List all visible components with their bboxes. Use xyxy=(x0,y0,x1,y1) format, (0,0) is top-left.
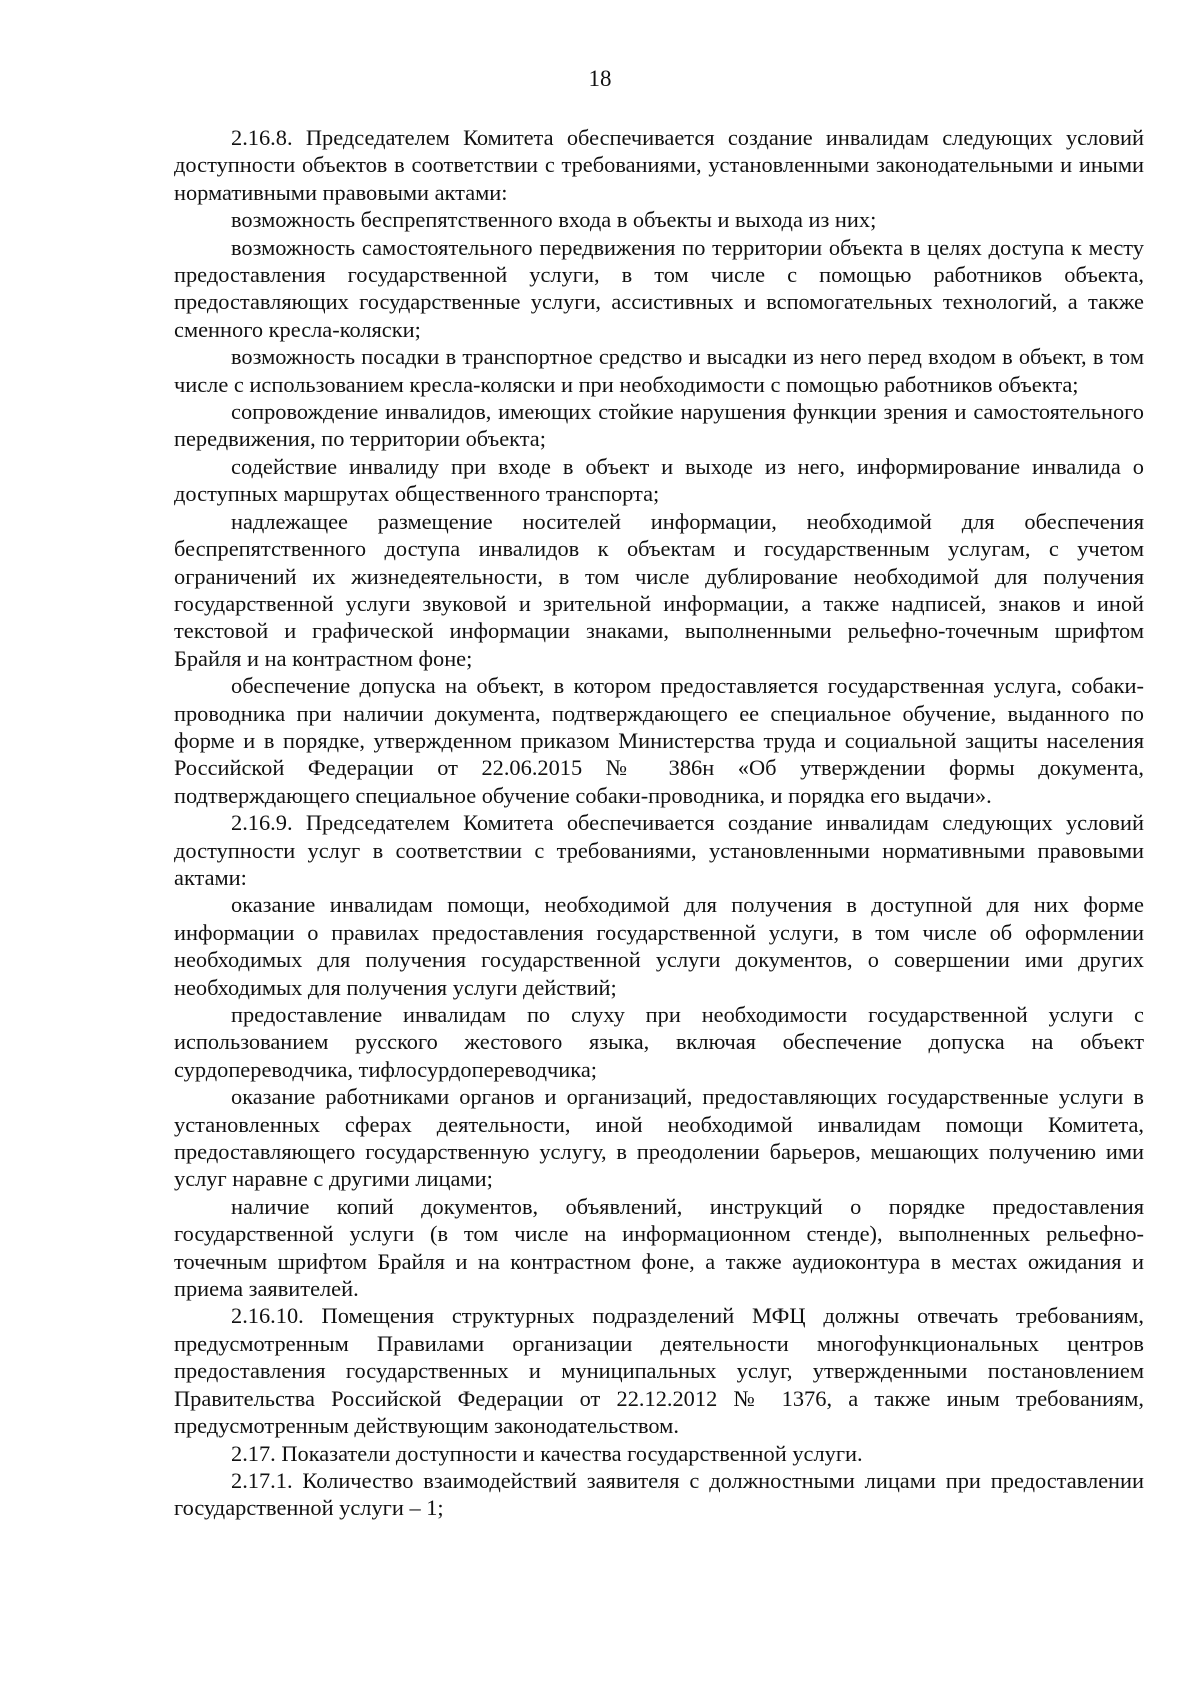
list-item: сопровождение инвалидов, имеющих стойкие нарушения функции зрения и самостоятельного передвижения, по территории объекта; xyxy=(174,399,1144,452)
paragraph-2-16-8: 2.16.8. Председателем Комитета обеспечивается создание инвалидам следующих условий доступности объектов в соответствии с требованиями, установленными законодательными и иными нормативными правовыми актами: xyxy=(174,125,1144,205)
list-item: возможность самостоятельного передвижения по территории объекта в целях доступа к месту предоставления государственной услуги, в том числе с помощью работников объекта, предоставляющих государственные услуги, ассистивных и вспомогательных технологий, а также сменного кресла-коляски; xyxy=(174,234,1144,342)
paragraph-2-17: 2.17. Показатели доступности и качества государственной услуги. xyxy=(231,1440,863,1466)
list-item: обеспечение допуска на объект, в котором предоставляется государственная услуга, собаки-проводника при наличии документа, подтверждающего ее специальное обучение, выданного по форме и в порядке, утвержденном приказом Министерства труда и социальной защиты населения Российской Федерации от 22.06.2015 № 386н «Об утверждении формы документа, подтверждающего специальное обучение собаки-проводника, и порядка его выдачи». xyxy=(174,673,1144,808)
list-item: надлежащее размещение носителей информации, необходимой для обеспечения беспрепятственного доступа инвалидов к объектам и государственным услугам, с учетом ограничений их жизнедеятельности, в том числе дублирование необходимой для получения государственной услуги звуковой и зрительной информации, а также надписей, знаков и иной текстовой и графической информации знаками, выполненными рельефно-точечным шрифтом Брайля и на контрастном фоне; xyxy=(174,508,1144,671)
list-item: наличие копий документов, объявлений, инструкций о порядке предоставления государственной услуги (в том числе на информационном стенде), выполненных рельефно-точечным шрифтом Брайля и на контрастном фоне, а также аудиоконтура в местах ожидания и приема заявителей. xyxy=(174,1193,1144,1302)
list-item: оказание работниками органов и организаций, предоставляющих государственные услуги в установленных сферах деятельности, иной необходимой инвалидам помощи Комитета, предоставляющего государственную услугу, в преодолении барьеров, мешающих получению ими услуг наравне с другими лицами; xyxy=(174,1084,1144,1192)
list-item: предоставление инвалидам по слуху при необходимости государственной услуги с использованием русского жестового языка, включая обеспечение допуска на объект сурдопереводчика, тифлосурдопереводчика; xyxy=(174,1002,1144,1082)
list-item: возможность посадки в транспортное средство и высадки из него перед входом в объект, в том числе с использованием кресла-коляски и при необходимости с помощью работников объекта; xyxy=(174,344,1144,397)
list-item: оказание инвалидам помощи, необходимой для получения в доступной для них форме информации о правилах предоставления государственной услуги, в том числе об оформлении необходимых для получения государственной услуги документов, о совершении ими других необходимых для получения услуги действий; xyxy=(174,892,1144,1000)
list-item: содействие инвалиду при входе в объект и выходе из него, информирование инвалида о доступных маршрутах общественного транспорта; xyxy=(174,453,1144,507)
paragraph-2-16-9: 2.16.9. Председателем Комитета обеспечивается создание инвалидам следующих условий доступности услуг в соответствии с требованиями, установленными нормативными правовыми актами: xyxy=(174,810,1144,890)
paragraph-2-16-10: 2.16.10. Помещения структурных подразделений МФЦ должны отвечать требованиям, предусмотренным Правилами организации деятельности многофункциональных центров предоставления государственных и муниципальных услуг, утвержденными постановлением Правительства Российской Федерации от 22.12.2012 № 1376, а также иным требованиям, предусмотренным действующим законодательством. xyxy=(174,1303,1144,1439)
page-number: 18 xyxy=(588,66,612,91)
paragraph-2-17-1: 2.17.1. Количество взаимодействий заявителя с должностными лицами при предоставлении государственной услуги – 1; xyxy=(174,1467,1144,1521)
list-item: возможность беспрепятственного входа в объекты и выхода из них; xyxy=(231,207,877,233)
document-body xyxy=(174,124,1144,1522)
